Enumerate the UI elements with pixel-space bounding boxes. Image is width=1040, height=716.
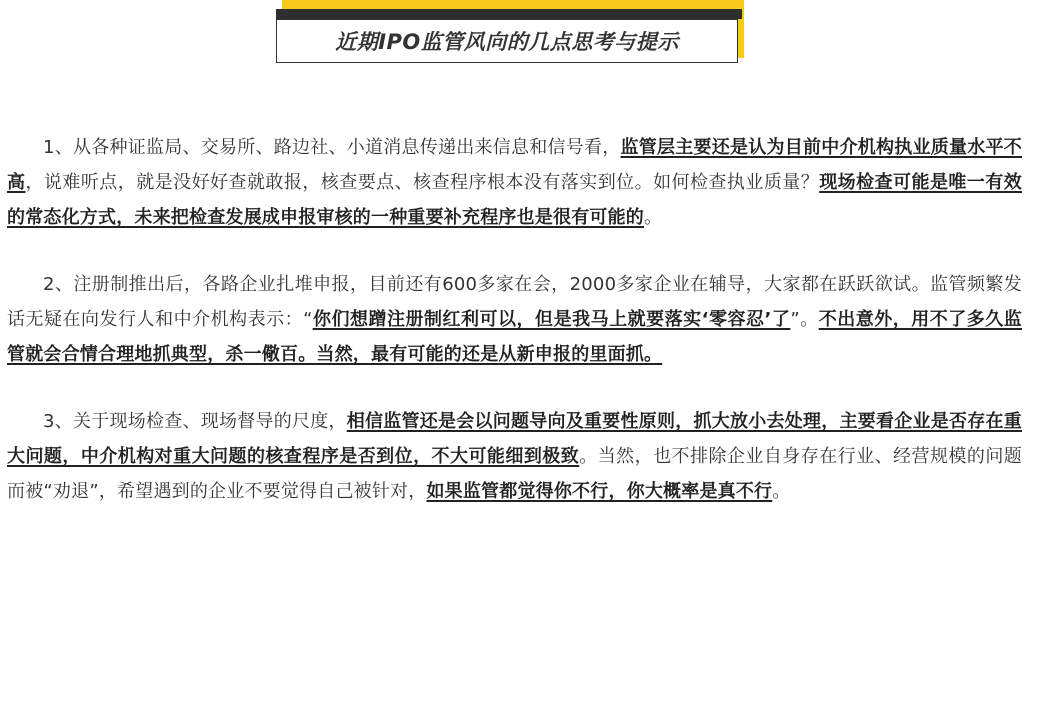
paragraph-1 [7,130,1022,235]
paragraph-3-text-c: 。 [772,481,791,502]
paragraph-1-text-c: 。 [644,207,663,228]
paragraph-3-text-a: 3、关于现场检查、现场督导的尺度， [43,411,347,432]
paragraph-2-highlight-a: 你们想蹭注册制红利可以，但是我马上就要落实‘零容忍’了 [312,309,791,330]
paragraph-1-text-b: ，说难听点，就是没好好查就敢报，核查要点、核查程序根本没有落实到位。如何检查执业质量？ [25,172,820,193]
paragraph-1-text-a: 1、从各种证监局、交易所、路边社、小道消息传递出来信息和信号看， [43,137,621,158]
paragraph-3-highlight-b: 如果监管都觉得你不行，你大概率是真不行 [426,481,773,502]
paragraph-2-text-a: 2、注册制推出后，各路企业扎堆申报，目前还有600多家在会，2000多家企业在辅导，大家都在跃跃欲试。监管频繁发话无疑在向发行人和中介机构表示：“ [7,274,1022,330]
paragraph-1-highlight-a: 监管层主要还是认为目前中介机构执业质量水平不高 [7,137,1022,193]
paragraph-3-highlight-a: 相信监管还是会以问题导向及重要性原则，抓大放小去处理，主要看企业是否存在重大问题，中介机构对重大问题的核查程序是否到位，不大可能细到极致 [7,411,1022,467]
paragraph-1-highlight-b: 现场检查可能是唯一有效的常态化方式，未来把检查发展成申报审核的一种重要补充程序也是很有可能的 [7,172,1022,228]
paragraph-3 [7,404,1022,509]
title-banner [276,0,744,64]
article-body [7,130,1022,509]
title-dark-bar [276,9,742,19]
page-title: 近期IPO监管风向的几点思考与提示 [276,19,738,63]
paragraph-2 [7,267,1022,372]
paragraph-3-text-b: 。当然，也不排除企业自身存在行业、经营规模的问题而被“劝退”，希望遇到的企业不要觉得自己被针对， [7,446,1022,502]
paragraph-2-text-b: ”。 [790,309,819,330]
paragraph-2-highlight-b: 不出意外，用不了多久监管就会合情合理地抓典型，杀一儆百。当然，最有可能的还是从新申报的里面抓。 [7,309,1022,365]
